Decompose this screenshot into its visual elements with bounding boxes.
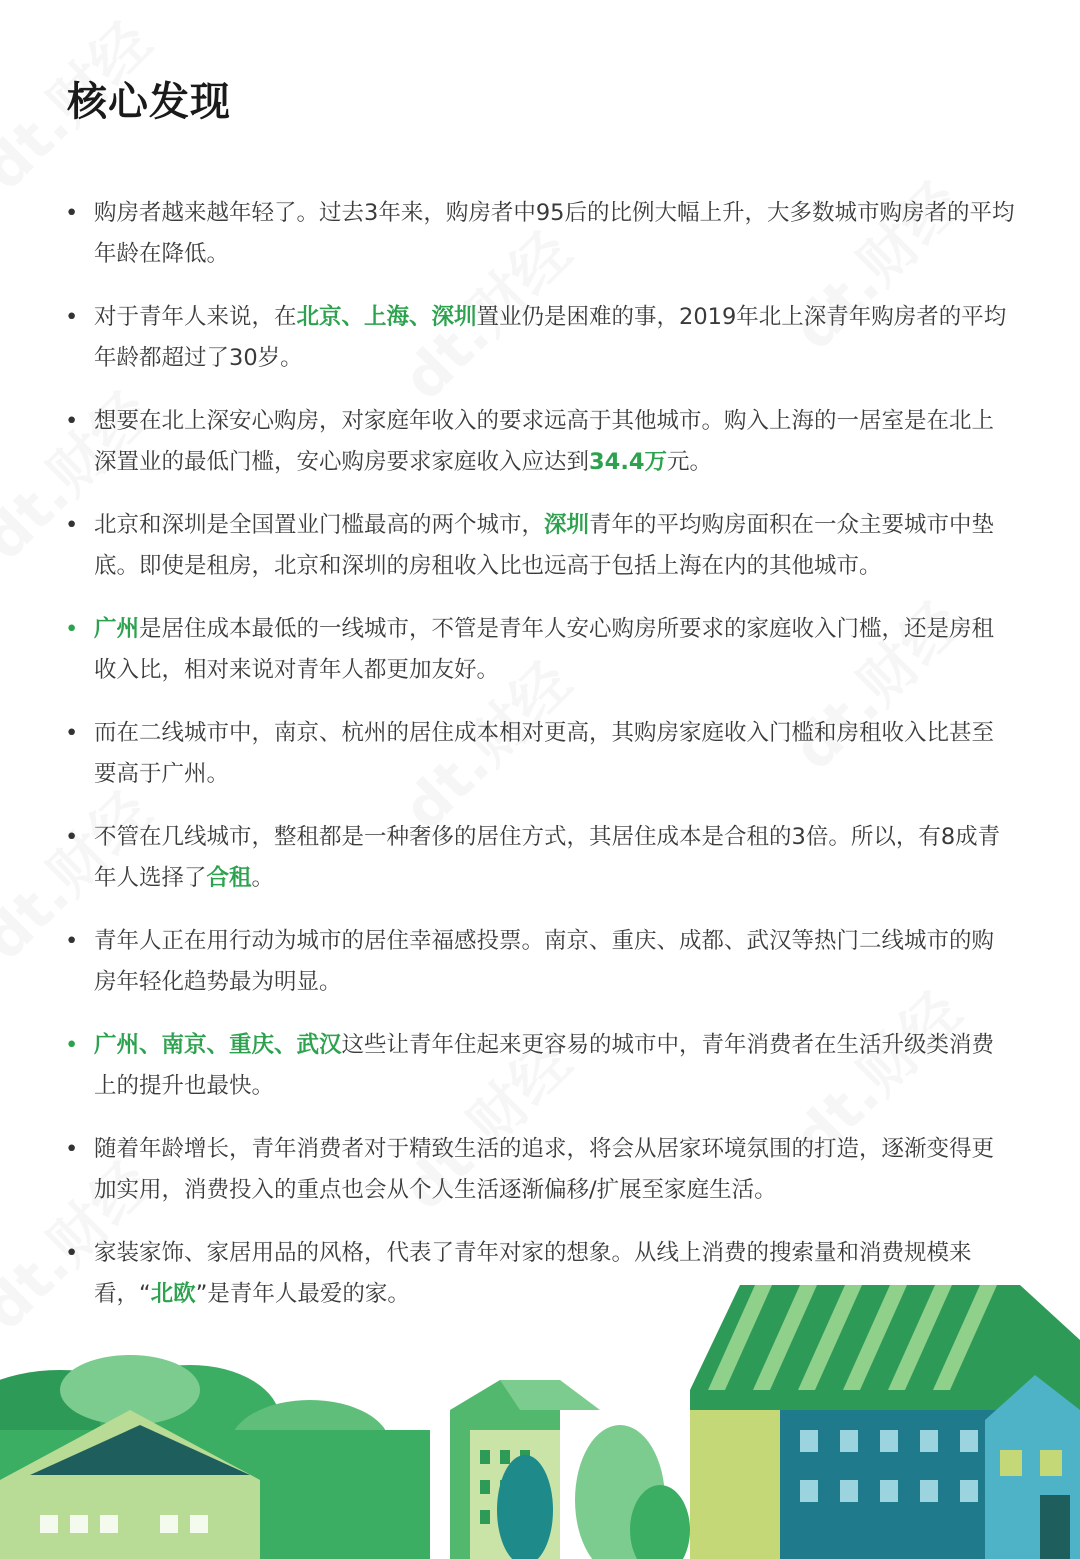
- bullet-icon: •: [65, 1240, 79, 1266]
- finding-item: [65, 1129, 1015, 1211]
- finding-text: [94, 512, 994, 579]
- body-text: 这些让青年住起来更容易的城市中，青年消费者在生活升级类消费上的提升也最快。: [94, 1032, 995, 1099]
- finding-text: [94, 1032, 994, 1099]
- finding-item: [65, 401, 1015, 483]
- finding-text: [94, 824, 1000, 891]
- bullet-icon: •: [65, 304, 79, 330]
- finding-text: [94, 1136, 994, 1203]
- finding-item: [65, 297, 1015, 379]
- bullet-icon: •: [65, 616, 79, 642]
- body-text: 家装家饰、家居用品的风格，代表了青年对家的想象。从线上消费的搜索量和消费规模来看，“: [94, 1240, 972, 1307]
- findings-list: [65, 193, 1015, 1337]
- finding-text: [94, 720, 994, 787]
- highlight-text: 广州: [94, 616, 140, 642]
- body-text: 不管在几线城市，整租都是一种奢侈的居住方式，其居住成本是合租的3倍。所以，有8成青年人选择了: [94, 824, 1001, 891]
- body-text: 。: [251, 865, 275, 891]
- cityscape-illustration: [0, 1280, 1080, 1559]
- bullet-icon: •: [65, 512, 79, 538]
- body-text: 想要在北上深安心购房，对家庭年收入的要求远高于其他城市。购入上海的一居室是在北上深置业的最低门槛，安心购房要求家庭收入应达到: [94, 408, 995, 475]
- finding-item: [65, 713, 1015, 795]
- finding-item: [65, 921, 1015, 1003]
- finding-item: [65, 609, 1015, 691]
- body-text: 元。: [667, 449, 713, 475]
- body-text: 而在二线城市中，南京、杭州的居住成本相对更高，其购房家庭收入门槛和房租收入比甚至要高于广州。: [94, 720, 995, 787]
- bullet-icon: •: [65, 824, 79, 850]
- highlight-text: 广州、南京、重庆、武汉: [94, 1032, 342, 1058]
- body-text: 青年人正在用行动为城市的居住幸福感投票。南京、重庆、成都、武汉等热门二线城市的购房年轻化趋势最为明显。: [94, 928, 995, 995]
- bullet-icon: •: [65, 928, 79, 954]
- body-text: 北京和深圳是全国置业门槛最高的两个城市，: [94, 512, 545, 538]
- highlight-text: 深圳: [544, 512, 590, 538]
- body-text: 购房者越来越年轻了。过去3年来，购房者中95后的比例大幅上升，大多数城市购房者的平均年龄在降低。: [94, 200, 1015, 267]
- bullet-icon: •: [65, 200, 79, 226]
- page-title: 核心发现: [67, 79, 231, 125]
- bullet-icon: •: [65, 1136, 79, 1162]
- body-text: 青年的平均购房面积在一众主要城市中垫底。即使是租房，北京和深圳的房租收入比也远高于包括上海在内的其他城市。: [94, 512, 995, 579]
- body-text: 对于青年人来说，在: [94, 304, 297, 330]
- highlight-text: 北京、上海、深圳: [296, 304, 477, 330]
- finding-text: [94, 200, 1014, 267]
- bullet-icon: •: [65, 720, 79, 746]
- finding-item: [65, 193, 1015, 275]
- body-text: 是居住成本最低的一线城市，不管是青年人安心购房所要求的家庭收入门槛，还是房租收入比，相对来说对青年人都更加友好。: [94, 616, 995, 683]
- body-text: 随着年龄增长，青年消费者对于精致生活的追求，将会从居家环境氛围的打造，逐渐变得更加实用，消费投入的重点也会从个人生活逐渐偏移/扩展至家庭生活。: [94, 1136, 995, 1203]
- body-text: 置业仍是困难的事，2019年北上深青年购房者的平均年龄都超过了30岁。: [94, 304, 1007, 371]
- highlight-text: 合租: [206, 865, 252, 891]
- bullet-icon: •: [65, 1032, 79, 1058]
- finding-text: [94, 928, 994, 995]
- finding-item: [65, 505, 1015, 587]
- body-text: ”是青年人最爱的家。: [195, 1281, 410, 1307]
- highlight-text: 北欧: [150, 1281, 196, 1307]
- finding-text: [94, 304, 1006, 371]
- bullet-icon: •: [65, 408, 79, 434]
- finding-text: [94, 616, 994, 683]
- finding-text: [94, 408, 994, 475]
- finding-item: [65, 817, 1015, 899]
- finding-item: [65, 1025, 1015, 1107]
- highlight-text: 34.4万: [589, 449, 668, 475]
